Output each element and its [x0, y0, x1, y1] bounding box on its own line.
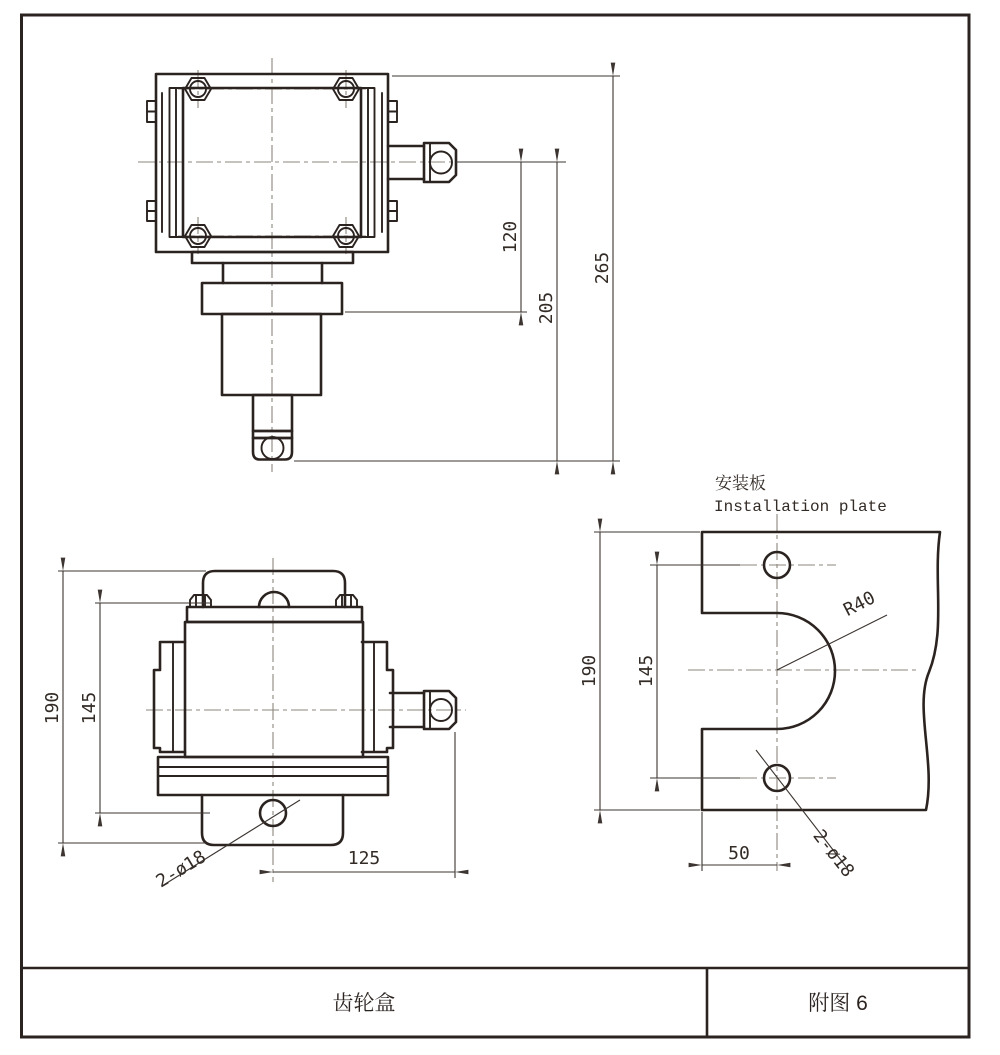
front-view	[138, 58, 620, 472]
cover-bolt-right	[336, 595, 357, 607]
front-view-dimensions	[294, 76, 620, 461]
extension-lines	[58, 571, 455, 878]
plate-dimensions	[579, 532, 887, 881]
dim-50-label: 50	[728, 843, 750, 864]
front-view-centerlines	[138, 58, 566, 472]
dim-205-label: 205	[536, 291, 557, 325]
plate-label-en: Installation plate	[714, 498, 887, 516]
extension-lines	[294, 76, 620, 461]
top-hole-edge	[259, 592, 289, 607]
top-mounting-tab	[203, 571, 345, 607]
hole-centerlines	[740, 565, 836, 778]
radius-leader-line	[777, 615, 887, 670]
dim-145-label: 145	[636, 654, 657, 688]
installation-plate-view	[579, 474, 940, 881]
holes-label: 2-ø18	[808, 825, 859, 882]
top-plate	[187, 607, 362, 622]
dim-125-label: 125	[347, 848, 381, 869]
part-name: 齿轮盒	[332, 992, 396, 1015]
dim-265-label: 265	[592, 251, 613, 285]
extension-lines	[594, 532, 740, 871]
right-side-plates	[362, 642, 393, 752]
side-view	[42, 558, 466, 892]
right-clamp-tabs	[388, 101, 397, 221]
body-outline	[185, 622, 363, 757]
dim-120-label: 120	[500, 220, 521, 254]
figure-label: 附图 6	[808, 992, 868, 1015]
radius-label: R40	[840, 587, 879, 621]
dim-190-label: 190	[42, 691, 63, 725]
plate-centerlines	[688, 514, 918, 871]
left-side-plates	[154, 642, 185, 752]
plate-label-cn: 安装板	[715, 474, 766, 493]
cover-bolt-left	[190, 595, 211, 607]
plate-outline	[702, 532, 940, 810]
dim-145-label: 145	[79, 691, 100, 725]
left-clamp-tabs	[147, 101, 156, 221]
holes-label: 2-ø18	[152, 846, 210, 893]
dim-190-label: 190	[579, 654, 600, 688]
